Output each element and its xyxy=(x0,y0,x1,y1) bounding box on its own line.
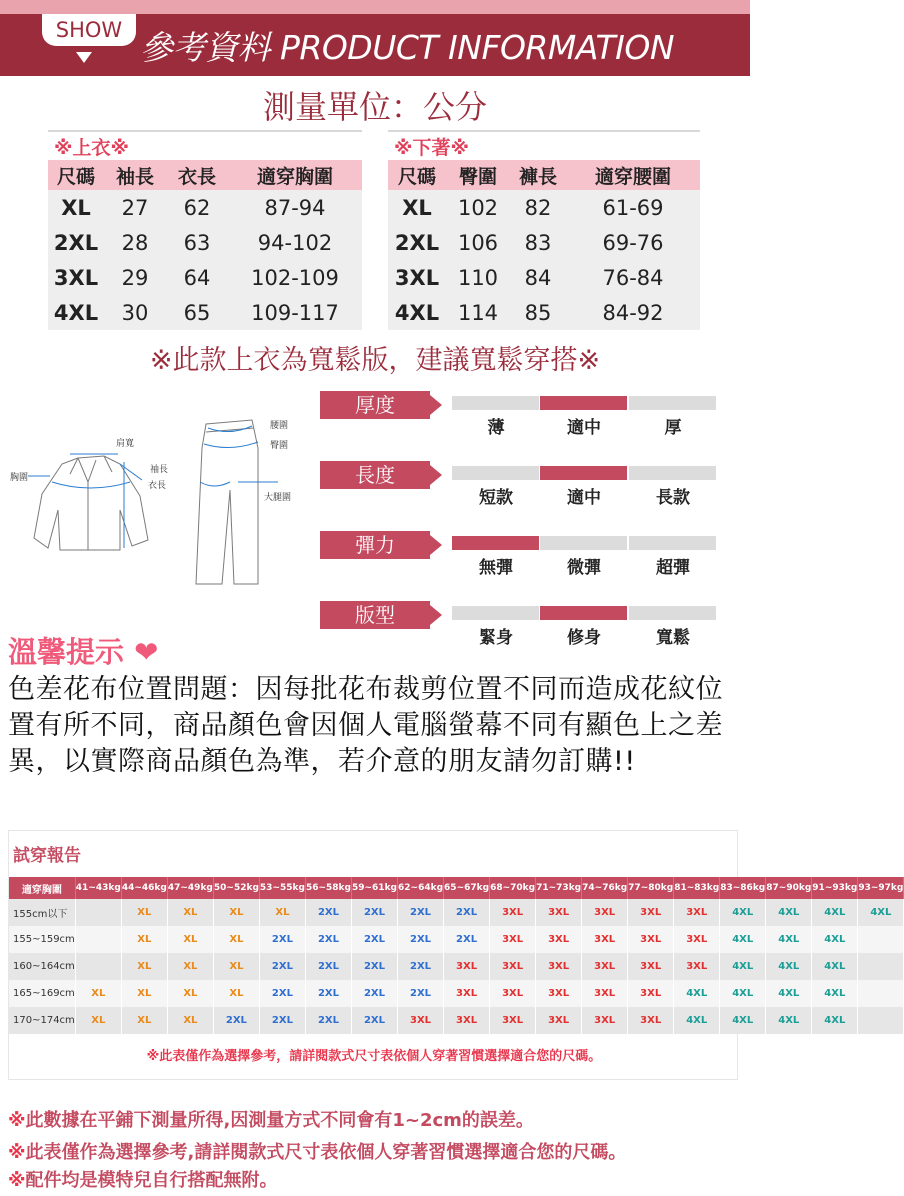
report-row xyxy=(9,980,904,1007)
size-recommendation-cell: 3XL xyxy=(490,980,536,1007)
length-label: 衣長 xyxy=(148,481,167,491)
attribute-label: 厚度 xyxy=(320,391,430,419)
weight-header-cell: 41~43kg xyxy=(75,877,121,899)
size-recommendation-cell: XL xyxy=(167,953,213,980)
value-cell: 84-92 xyxy=(602,300,664,325)
size-recommendation-cell: 2XL xyxy=(259,953,305,980)
size-recommendation-cell: 3XL xyxy=(490,953,536,980)
attribute-segment xyxy=(540,606,627,620)
size-recommendation-cell: 4XL xyxy=(720,980,766,1007)
size-recommendation-cell: XL xyxy=(121,899,167,926)
table-row xyxy=(48,260,362,295)
bottom-table-header xyxy=(388,160,700,190)
report-row xyxy=(9,926,904,953)
size-recommendation-cell: 2XL xyxy=(259,926,305,953)
show-arrow-icon xyxy=(76,52,92,63)
bottom-table-title: ※下著※ xyxy=(388,130,700,160)
size-recommendation-cell: 2XL xyxy=(305,953,351,980)
size-recommendation-cell: 2XL xyxy=(305,1007,351,1034)
size-recommendation-cell: 4XL xyxy=(812,926,858,953)
size-recommendation-cell: 3XL xyxy=(628,980,674,1007)
size-recommendation-cell: XL xyxy=(121,953,167,980)
value-cell: 64 xyxy=(183,265,211,290)
size-recommendation-cell: 2XL xyxy=(398,980,444,1007)
header-cell: 尺碼 xyxy=(56,165,95,188)
size-cell: 2XL xyxy=(53,230,99,255)
table-row xyxy=(388,260,700,295)
weight-header-cell: 81~83kg xyxy=(674,877,720,899)
report-corner-cell: 適穿胸圍 xyxy=(9,877,75,899)
size-recommendation-cell: 2XL xyxy=(444,926,490,953)
size-recommendation-cell: XL xyxy=(75,1007,121,1034)
size-cell: XL xyxy=(61,195,91,220)
attribute-option: 厚 xyxy=(664,418,682,438)
size-recommendation-cell: 3XL xyxy=(582,953,628,980)
size-recommendation-cell: 3XL xyxy=(628,953,674,980)
size-recommendation-cell: 2XL xyxy=(305,899,351,926)
table-row xyxy=(48,190,362,225)
value-cell: 83 xyxy=(524,230,552,255)
footnote xyxy=(8,1138,626,1164)
header-cell: 褲長 xyxy=(518,165,557,188)
size-recommendation-cell: 4XL xyxy=(812,1007,858,1034)
value-cell: 110 xyxy=(457,265,499,290)
size-recommendation-cell: XL xyxy=(213,953,259,980)
size-recommendation-cell xyxy=(75,926,121,953)
size-recommendation-cell: 3XL xyxy=(490,1007,536,1034)
measurement-diagram xyxy=(8,398,318,598)
size-cell: 3XL xyxy=(394,265,440,290)
attribute-segment xyxy=(629,396,716,410)
size-recommendation-cell: 4XL xyxy=(766,980,812,1007)
size-recommendation-cell: 3XL xyxy=(536,899,582,926)
value-cell: 102 xyxy=(457,195,499,220)
size-recommendation-cell: 4XL xyxy=(858,899,904,926)
size-recommendation-cell: 4XL xyxy=(812,980,858,1007)
weight-header-cell: 71~73kg xyxy=(536,877,582,899)
weight-header-cell: 44~46kg xyxy=(121,877,167,899)
size-recommendation-cell: 3XL xyxy=(444,1007,490,1034)
size-recommendation-cell: 3XL xyxy=(628,1007,674,1034)
hip-label: 臀圍 xyxy=(270,441,289,451)
size-recommendation-cell: XL xyxy=(121,980,167,1007)
table-row xyxy=(48,295,362,330)
attribute-option: 微彈 xyxy=(567,558,601,578)
size-recommendation-cell: 3XL xyxy=(536,926,582,953)
size-recommendation-cell: 3XL xyxy=(490,926,536,953)
size-recommendation-cell: 2XL xyxy=(398,926,444,953)
size-recommendation-cell: 3XL xyxy=(582,980,628,1007)
top-table-header xyxy=(48,160,362,190)
size-recommendation-cell: 4XL xyxy=(674,980,720,1007)
size-recommendation-cell: 2XL xyxy=(213,1007,259,1034)
size-recommendation-cell: 2XL xyxy=(351,980,397,1007)
table-row xyxy=(388,190,700,225)
weight-header-cell: 77~80kg xyxy=(628,877,674,899)
size-recommendation-cell: 4XL xyxy=(766,1007,812,1034)
size-recommendation-cell: 4XL xyxy=(720,926,766,953)
attribute-option: 短款 xyxy=(479,488,513,508)
value-cell: 63 xyxy=(183,230,211,255)
value-cell: 114 xyxy=(457,300,499,325)
attribute-segment xyxy=(629,466,716,480)
size-recommendation-cell: XL xyxy=(121,926,167,953)
footnote-mark: ※ xyxy=(8,1110,26,1131)
attribute-option: 適中 xyxy=(567,418,601,438)
value-cell: 29 xyxy=(121,265,149,290)
size-cell: XL xyxy=(402,195,432,220)
show-tab: SHOW xyxy=(40,14,138,48)
size-cell: 2XL xyxy=(394,230,440,255)
size-recommendation-cell: XL xyxy=(167,926,213,953)
table-row xyxy=(48,225,362,260)
value-cell: 109-117 xyxy=(251,300,339,325)
size-recommendation-cell xyxy=(858,1007,904,1034)
size-recommendation-cell: 2XL xyxy=(398,953,444,980)
value-cell: 61-69 xyxy=(602,195,664,220)
value-cell: 106 xyxy=(457,230,499,255)
size-recommendation-cell: 4XL xyxy=(720,1007,766,1034)
header-cell: 衣長 xyxy=(177,165,216,188)
size-cell: 4XL xyxy=(394,300,440,325)
weight-header-cell: 91~93kg xyxy=(812,877,858,899)
size-recommendation-cell: XL xyxy=(259,899,305,926)
attribute-segment xyxy=(452,466,539,480)
tip-title xyxy=(8,630,158,671)
attribute-segment xyxy=(452,606,539,620)
size-recommendation-cell: 4XL xyxy=(766,926,812,953)
shoulder-label: 肩寬 xyxy=(116,439,135,449)
weight-header-cell: 56~58kg xyxy=(305,877,351,899)
attribute-option: 超彈 xyxy=(656,558,690,578)
height-cell: 165~169cm xyxy=(9,980,75,1007)
footnote-text: 此數據在平鋪下測量所得,因測量方式不同會有1~2cm的誤差。 xyxy=(25,1110,534,1131)
size-recommendation-cell: 3XL xyxy=(398,1007,444,1034)
header-cell: 尺碼 xyxy=(397,165,436,188)
attribute-option: 長款 xyxy=(656,488,690,508)
attribute-segment xyxy=(540,466,627,480)
size-recommendation-cell: 4XL xyxy=(766,899,812,926)
size-recommendation-cell: 4XL xyxy=(674,1007,720,1034)
size-recommendation-cell: 3XL xyxy=(628,926,674,953)
size-recommendation-cell: XL xyxy=(167,1007,213,1034)
header-cell: 袖長 xyxy=(115,165,154,188)
attribute-option: 薄 xyxy=(487,418,505,438)
weight-header-cell: 87~90kg xyxy=(766,877,812,899)
size-recommendation-cell: 2XL xyxy=(351,953,397,980)
attribute-option: 緊身 xyxy=(479,628,513,648)
attribute-label: 彈力 xyxy=(320,531,430,559)
size-recommendation-cell: 3XL xyxy=(582,899,628,926)
thigh-label: 大腿圍 xyxy=(264,493,292,503)
value-cell: 87-94 xyxy=(264,195,326,220)
size-recommendation-cell: 2XL xyxy=(398,899,444,926)
fit-note: ※此款上衣為寬鬆版，建議寬鬆穿搭※ xyxy=(149,345,601,376)
top-size-table xyxy=(48,130,362,332)
report-row xyxy=(9,953,904,980)
value-cell: 82 xyxy=(524,195,552,220)
weight-header-cell: 62~64kg xyxy=(398,877,444,899)
size-recommendation-cell: 4XL xyxy=(812,953,858,980)
size-recommendation-cell: 3XL xyxy=(536,980,582,1007)
size-recommendation-cell xyxy=(858,926,904,953)
weight-header-cell: 50~52kg xyxy=(213,877,259,899)
size-recommendation-cell: 3XL xyxy=(536,1007,582,1034)
attribute-segment xyxy=(540,396,627,410)
unit-title: 測量單位：公分 xyxy=(262,88,487,126)
height-cell: 155cm以下 xyxy=(9,899,75,926)
value-cell: 62 xyxy=(183,195,211,220)
value-cell: 69-76 xyxy=(602,230,664,255)
value-cell: 102-109 xyxy=(251,265,339,290)
size-recommendation-cell: 2XL xyxy=(305,926,351,953)
size-recommendation-cell: 4XL xyxy=(812,899,858,926)
size-recommendation-cell: 3XL xyxy=(536,953,582,980)
size-recommendation-cell: XL xyxy=(121,1007,167,1034)
size-recommendation-cell: XL xyxy=(167,980,213,1007)
value-cell: 85 xyxy=(524,300,552,325)
chest-label: 胸圍 xyxy=(10,473,29,483)
header-cell: 臀圍 xyxy=(458,165,497,188)
size-recommendation-cell: 2XL xyxy=(351,899,397,926)
footnote xyxy=(8,1106,534,1132)
header-cell: 適穿胸圍 xyxy=(256,165,333,188)
report-header-row xyxy=(9,877,904,899)
size-recommendation-cell xyxy=(75,953,121,980)
bottom-size-table xyxy=(388,130,700,332)
size-recommendation-cell: XL xyxy=(213,899,259,926)
size-recommendation-cell: 4XL xyxy=(720,953,766,980)
size-cell: 4XL xyxy=(53,300,99,325)
attribute-label: 版型 xyxy=(320,601,430,629)
footnote xyxy=(8,1166,278,1192)
value-cell: 65 xyxy=(183,300,211,325)
size-recommendation-cell: 2XL xyxy=(305,980,351,1007)
footnote-mark: ※ xyxy=(8,1142,26,1163)
value-cell: 28 xyxy=(121,230,149,255)
tip-text: 色差花布位置問題：因每批花布裁剪位置不同而造成花紋位置有所不同，商品顏色會因個人電腦螢幕不同有顯色上之差異，以實際商品顏色為準，若介意的朋友請勿訂購!! xyxy=(8,674,723,777)
table-row xyxy=(388,225,700,260)
weight-header-cell: 59~61kg xyxy=(351,877,397,899)
weight-header-cell: 65~67kg xyxy=(444,877,490,899)
header-cell: 適穿腰圍 xyxy=(594,165,671,188)
value-cell: 76-84 xyxy=(602,265,664,290)
size-recommendation-cell xyxy=(75,899,121,926)
page-title: 參考資料 PRODUCT INFORMATION xyxy=(140,28,675,67)
size-recommendation-cell: 3XL xyxy=(582,1007,628,1034)
size-recommendation-cell: 2XL xyxy=(351,926,397,953)
weight-header-cell: 53~55kg xyxy=(259,877,305,899)
size-recommendation-cell: 2XL xyxy=(444,899,490,926)
value-cell: 94-102 xyxy=(257,230,333,255)
attribute-segment xyxy=(629,606,716,620)
try-on-report xyxy=(8,830,904,1080)
tip-title-text: 溫馨提示 xyxy=(8,635,125,669)
size-recommendation-cell: 4XL xyxy=(720,899,766,926)
weight-header-cell: 47~49kg xyxy=(167,877,213,899)
size-recommendation-cell: 3XL xyxy=(674,899,720,926)
size-cell: 3XL xyxy=(53,265,99,290)
value-cell: 27 xyxy=(121,195,149,220)
table-row xyxy=(388,295,700,330)
size-recommendation-cell: 4XL xyxy=(766,953,812,980)
size-recommendation-cell: 2XL xyxy=(351,1007,397,1034)
height-cell: 160~164cm xyxy=(9,953,75,980)
value-cell: 30 xyxy=(121,300,149,325)
size-recommendation-cell: 2XL xyxy=(259,980,305,1007)
height-cell: 155~159cm xyxy=(9,926,75,953)
attribute-option: 寬鬆 xyxy=(656,628,690,648)
report-row xyxy=(9,1007,904,1034)
attribute-option: 修身 xyxy=(567,628,601,648)
size-recommendation-cell xyxy=(858,953,904,980)
attribute-option: 適中 xyxy=(567,488,601,508)
heart-icon: ❤ xyxy=(134,635,159,669)
report-row xyxy=(9,899,904,926)
size-recommendation-cell: 3XL xyxy=(674,953,720,980)
size-recommendation-cell: XL xyxy=(213,926,259,953)
footnote-text: 此表僅作為選擇參考,請詳閱款式尺寸表依個人穿著習慣選擇適合您的尺碼。 xyxy=(25,1142,627,1163)
attribute-segment xyxy=(540,536,627,550)
attribute-option: 無彈 xyxy=(479,558,513,578)
size-recommendation-cell: 2XL xyxy=(259,1007,305,1034)
size-recommendation-cell: XL xyxy=(167,899,213,926)
report-note: ※此表僅作為選擇參考，請詳閱款式尺寸表依個人穿著習慣選擇適合您的尺碼。 xyxy=(146,1049,602,1064)
size-recommendation-cell: 3XL xyxy=(582,926,628,953)
size-recommendation-cell: 3XL xyxy=(490,899,536,926)
top-accent-line xyxy=(0,0,750,14)
attribute-label: 長度 xyxy=(320,461,430,489)
weight-header-cell: 68~70kg xyxy=(490,877,536,899)
top-table-title: ※上衣※ xyxy=(48,130,362,160)
attribute-segment xyxy=(629,536,716,550)
footnote-text: 配件均是模特兒自行搭配無附。 xyxy=(25,1170,278,1191)
size-recommendation-cell: 3XL xyxy=(444,953,490,980)
waist-label: 腰圍 xyxy=(270,421,289,431)
report-title: 試穿報告 xyxy=(13,846,81,866)
size-recommendation-cell: 3XL xyxy=(444,980,490,1007)
sleeve-label: 袖長 xyxy=(150,465,169,475)
size-recommendation-cell: XL xyxy=(75,980,121,1007)
size-recommendation-cell: 3XL xyxy=(628,899,674,926)
size-recommendation-cell xyxy=(858,980,904,1007)
report-table xyxy=(9,877,904,1034)
attribute-segment xyxy=(452,536,539,550)
weight-header-cell: 93~97kg xyxy=(858,877,904,899)
value-cell: 84 xyxy=(524,265,552,290)
attribute-segment xyxy=(452,396,539,410)
weight-header-cell: 83~86kg xyxy=(720,877,766,899)
size-recommendation-cell: 3XL xyxy=(674,926,720,953)
weight-header-cell: 74~76kg xyxy=(582,877,628,899)
height-cell: 170~174cm xyxy=(9,1007,75,1034)
footnote-mark: ※ xyxy=(8,1170,26,1191)
size-recommendation-cell: XL xyxy=(213,980,259,1007)
